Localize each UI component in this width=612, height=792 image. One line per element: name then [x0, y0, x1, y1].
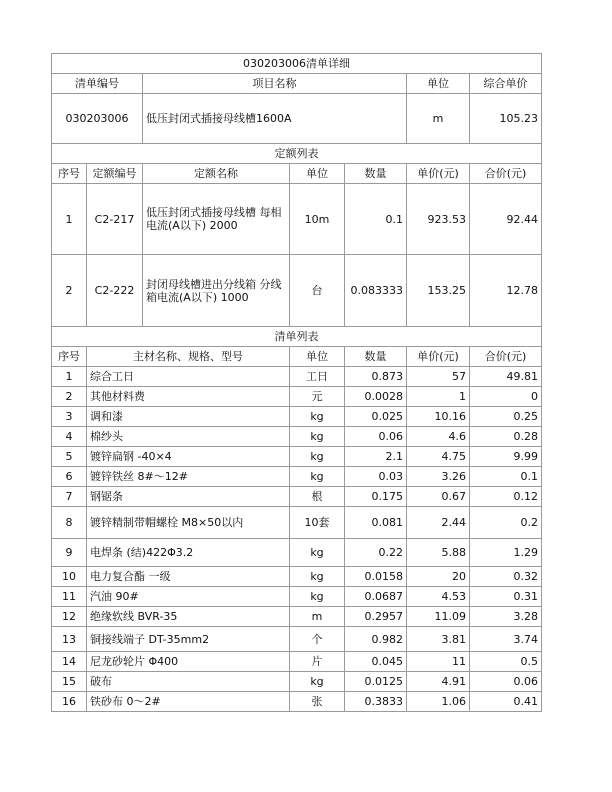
quota-header-qty: 数量 [345, 164, 407, 184]
material-row [52, 692, 542, 712]
material-qty: 0.06 [345, 427, 407, 447]
material-price: 4.75 [407, 447, 470, 467]
material-unit: m [290, 607, 345, 627]
material-total: 0.25 [470, 407, 542, 427]
material-price: 57 [407, 367, 470, 387]
material-price: 20 [407, 567, 470, 587]
quota-no: 1 [52, 184, 87, 255]
material-no: 15 [52, 672, 87, 692]
material-qty: 0.0125 [345, 672, 407, 692]
material-price: 2.44 [407, 507, 470, 539]
material-total: 0.12 [470, 487, 542, 507]
material-no: 9 [52, 539, 87, 567]
material-qty: 0.081 [345, 507, 407, 539]
material-section-title: 清单列表 [52, 327, 542, 347]
quota-price: 923.53 [407, 184, 470, 255]
material-name: 棉纱头 [87, 427, 290, 447]
material-total: 0.41 [470, 692, 542, 712]
material-name: 其他材料费 [87, 387, 290, 407]
quota-code: C2-217 [87, 184, 143, 255]
material-unit: 张 [290, 692, 345, 712]
material-price: 0.67 [407, 487, 470, 507]
quota-section-title: 定额列表 [52, 144, 542, 164]
material-row [52, 427, 542, 447]
material-price: 4.6 [407, 427, 470, 447]
bill-header-row [52, 74, 542, 94]
quota-price: 153.25 [407, 255, 470, 327]
material-total: 1.29 [470, 539, 542, 567]
header-unit: 单位 [407, 74, 470, 94]
material-qty: 2.1 [345, 447, 407, 467]
material-unit: 根 [290, 487, 345, 507]
material-no: 2 [52, 387, 87, 407]
material-total: 9.99 [470, 447, 542, 467]
material-header-unit: 单位 [290, 347, 345, 367]
quota-no: 2 [52, 255, 87, 327]
material-unit: kg [290, 447, 345, 467]
quota-header-code: 定额编号 [87, 164, 143, 184]
material-name: 电力复合酯 一级 [87, 567, 290, 587]
material-price: 3.26 [407, 467, 470, 487]
material-name: 尼龙砂轮片 Φ400 [87, 652, 290, 672]
material-price: 10.16 [407, 407, 470, 427]
material-price: 1 [407, 387, 470, 407]
bill-row [52, 94, 542, 144]
material-name: 镀锌扁钢 -40×4 [87, 447, 290, 467]
material-price: 11.09 [407, 607, 470, 627]
material-unit: 10套 [290, 507, 345, 539]
material-header-price: 单价(元) [407, 347, 470, 367]
header-unit-price: 综合单价 [470, 74, 542, 94]
material-name: 综合工日 [87, 367, 290, 387]
material-no: 12 [52, 607, 87, 627]
material-name: 绝缘软线 BVR-35 [87, 607, 290, 627]
material-qty: 0.175 [345, 487, 407, 507]
material-row [52, 539, 542, 567]
material-no: 10 [52, 567, 87, 587]
material-price: 4.53 [407, 587, 470, 607]
material-name: 汽油 90# [87, 587, 290, 607]
material-row [52, 627, 542, 652]
material-total: 0.06 [470, 672, 542, 692]
material-total: 0.5 [470, 652, 542, 672]
material-row [52, 467, 542, 487]
header-bill-code: 清单编号 [52, 74, 143, 94]
material-no: 6 [52, 467, 87, 487]
material-header-no: 序号 [52, 347, 87, 367]
material-row [52, 587, 542, 607]
material-qty: 0.045 [345, 652, 407, 672]
quota-header-total: 合价(元) [470, 164, 542, 184]
material-no: 4 [52, 427, 87, 447]
material-unit: 元 [290, 387, 345, 407]
material-header-row [52, 347, 542, 367]
bill-code: 030203006 [52, 94, 143, 144]
material-unit: kg [290, 539, 345, 567]
quota-name: 低压封闭式插接母线槽 每相电流(A以下) 2000 [143, 184, 290, 255]
material-unit: kg [290, 427, 345, 447]
material-unit: kg [290, 407, 345, 427]
material-total: 0.1 [470, 467, 542, 487]
quota-total: 12.78 [470, 255, 542, 327]
material-name: 破布 [87, 672, 290, 692]
material-qty: 0.2957 [345, 607, 407, 627]
material-price: 1.06 [407, 692, 470, 712]
material-name: 调和漆 [87, 407, 290, 427]
material-name: 铁砂布 0～2# [87, 692, 290, 712]
quota-unit: 10m [290, 184, 345, 255]
material-qty: 0.0158 [345, 567, 407, 587]
material-qty: 0.025 [345, 407, 407, 427]
material-no: 13 [52, 627, 87, 652]
quota-row [52, 255, 542, 327]
material-row [52, 507, 542, 539]
bill-price: 105.23 [470, 94, 542, 144]
material-row [52, 407, 542, 427]
material-price: 4.91 [407, 672, 470, 692]
material-no: 16 [52, 692, 87, 712]
material-qty: 0.0028 [345, 387, 407, 407]
material-total: 3.28 [470, 607, 542, 627]
material-no: 1 [52, 367, 87, 387]
material-row [52, 672, 542, 692]
page-title: 030203006清单详细 [52, 54, 542, 74]
quota-total: 92.44 [470, 184, 542, 255]
bill-detail-table [51, 53, 542, 712]
material-total: 0 [470, 387, 542, 407]
material-unit: 个 [290, 627, 345, 652]
quota-name: 封闭母线槽进出分线箱 分线箱电流(A以下) 1000 [143, 255, 290, 327]
material-total: 3.74 [470, 627, 542, 652]
quota-header-no: 序号 [52, 164, 87, 184]
quota-qty: 0.1 [345, 184, 407, 255]
material-total: 0.28 [470, 427, 542, 447]
material-qty: 0.3833 [345, 692, 407, 712]
material-total: 0.31 [470, 587, 542, 607]
material-unit: 片 [290, 652, 345, 672]
material-price: 5.88 [407, 539, 470, 567]
quota-header-name: 定额名称 [143, 164, 290, 184]
material-qty: 0.03 [345, 467, 407, 487]
material-unit: kg [290, 467, 345, 487]
material-no: 7 [52, 487, 87, 507]
material-row [52, 487, 542, 507]
material-row [52, 567, 542, 587]
quota-header-row [52, 164, 542, 184]
material-total: 49.81 [470, 367, 542, 387]
material-no: 14 [52, 652, 87, 672]
material-row [52, 652, 542, 672]
material-total: 0.2 [470, 507, 542, 539]
material-qty: 0.873 [345, 367, 407, 387]
bill-unit: m [407, 94, 470, 144]
material-price: 3.81 [407, 627, 470, 652]
material-price: 11 [407, 652, 470, 672]
material-row [52, 447, 542, 467]
material-qty: 0.22 [345, 539, 407, 567]
material-row [52, 607, 542, 627]
header-item-name: 项目名称 [143, 74, 407, 94]
material-name: 电焊条 (结)422Φ3.2 [87, 539, 290, 567]
material-name: 镀锌铁丝 8#～12# [87, 467, 290, 487]
quota-header-unit: 单位 [290, 164, 345, 184]
material-name: 镀锌精制带帽螺栓 M8×50以内 [87, 507, 290, 539]
material-name: 铜接线端子 DT-35mm2 [87, 627, 290, 652]
material-list [52, 367, 542, 712]
material-unit: kg [290, 672, 345, 692]
quota-unit: 台 [290, 255, 345, 327]
material-unit: 工日 [290, 367, 345, 387]
material-header-total: 合价(元) [470, 347, 542, 367]
material-unit: kg [290, 587, 345, 607]
material-qty: 0.982 [345, 627, 407, 652]
material-no: 11 [52, 587, 87, 607]
material-no: 3 [52, 407, 87, 427]
material-name: 钢锯条 [87, 487, 290, 507]
material-total: 0.32 [470, 567, 542, 587]
material-unit: kg [290, 567, 345, 587]
material-row [52, 387, 542, 407]
material-qty: 0.0687 [345, 587, 407, 607]
material-no: 8 [52, 507, 87, 539]
quota-header-price: 单价(元) [407, 164, 470, 184]
material-row [52, 367, 542, 387]
quota-row [52, 184, 542, 255]
material-no: 5 [52, 447, 87, 467]
material-header-name: 主材名称、规格、型号 [87, 347, 290, 367]
quota-qty: 0.083333 [345, 255, 407, 327]
material-header-qty: 数量 [345, 347, 407, 367]
quota-code: C2-222 [87, 255, 143, 327]
bill-name: 低压封闭式插接母线槽1600A [143, 94, 407, 144]
